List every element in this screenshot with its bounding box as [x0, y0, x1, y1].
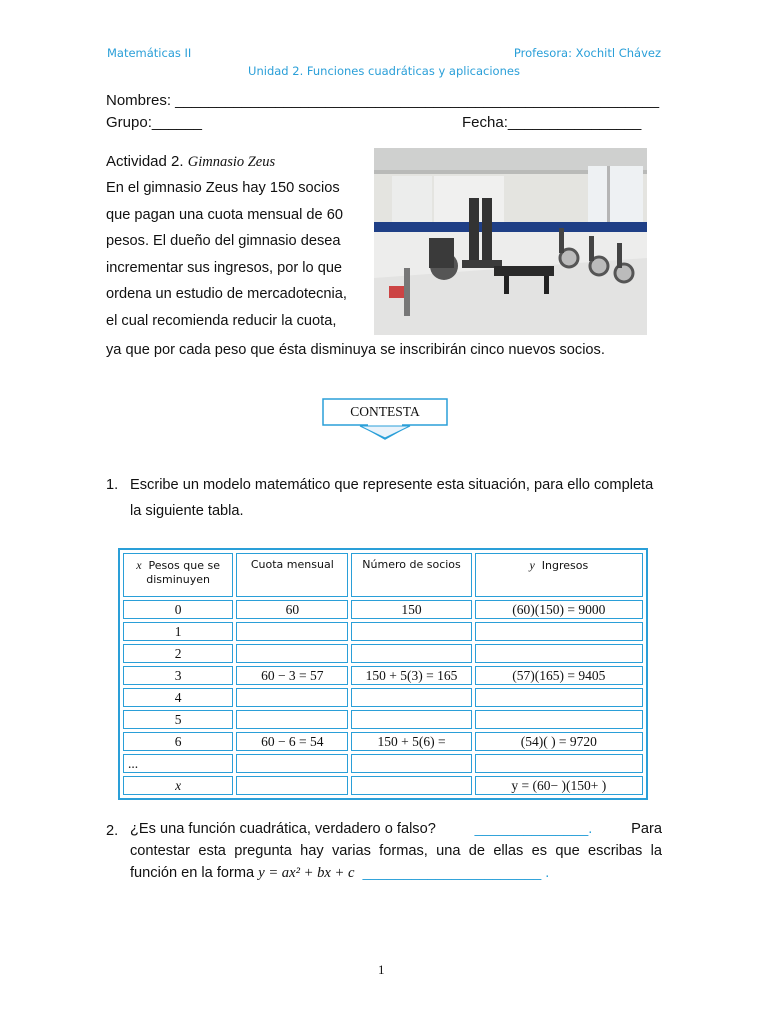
table-cell: 60 − 3 = 57	[236, 666, 348, 685]
table-cell: 2	[123, 644, 233, 663]
header-subject: Matemáticas II	[107, 46, 192, 60]
paragraph-line: el cual recomienda reducir la cuota,	[106, 312, 337, 329]
page-number: 1	[378, 962, 385, 977]
table-cell[interactable]	[236, 688, 348, 707]
table-cell: 1	[123, 622, 233, 641]
table-cell: 60 − 6 = 54	[236, 732, 348, 751]
table-cell: 150 + 5(6) =	[351, 732, 471, 751]
table-cell: 5	[123, 710, 233, 729]
table-cell: 60	[236, 600, 348, 619]
header-unit: Unidad 2. Funciones cuadráticas y aplicaciones	[248, 64, 520, 78]
table-cell[interactable]	[351, 710, 471, 729]
table-cell: 150	[351, 600, 471, 619]
question-1-line: Escribe un modelo matemático que represente esta situación, para ello completa	[130, 477, 654, 493]
table-row	[123, 622, 643, 641]
paragraph-line: ordena un estudio de mercadotecnia,	[106, 286, 347, 303]
table-cell[interactable]	[236, 754, 348, 773]
grupo-field[interactable]: Grupo:______	[106, 114, 202, 131]
question-2-line-2: contestar esta pregunta hay varias formas, una de ellas es que escribas la	[130, 843, 662, 859]
activity-label: Actividad 2.	[106, 153, 184, 170]
table-cell[interactable]	[475, 754, 643, 773]
nombres-field[interactable]: Nombres: __________________________________________________________	[106, 92, 660, 109]
gym-photo	[374, 148, 647, 335]
table-cell[interactable]	[475, 710, 643, 729]
question-2-line-3-text: función en la forma	[130, 865, 259, 881]
activity-paragraph	[106, 175, 368, 335]
paragraph-line-last: ya que por cada peso que ésta disminuya se inscribirán cinco nuevos socios.	[106, 342, 605, 358]
table-cell[interactable]	[475, 644, 643, 663]
question-2-prompt: ¿Es una función cuadrática, verdadero o falso?	[130, 821, 436, 837]
table-row	[123, 688, 643, 707]
var-x: x	[136, 558, 142, 572]
question-2-line-1	[130, 818, 662, 840]
table-row	[123, 644, 643, 663]
activity-title	[106, 153, 275, 171]
table-row	[123, 754, 643, 773]
header-cell-ingresos: y Ingresos	[475, 553, 643, 597]
header-x-label: Pesos que se disminuyen	[146, 559, 220, 586]
answer-blank-1[interactable]: ______________.	[474, 821, 593, 837]
data-table	[118, 548, 648, 800]
table-cell: 0	[123, 600, 233, 619]
question-2-line-3	[130, 862, 662, 884]
question-2-text	[130, 818, 662, 884]
activity-name: Gimnasio Zeus	[187, 154, 276, 170]
header-teacher: Profesora: Xochitl Chávez	[513, 46, 661, 60]
paragraph-line: incrementar sus ingresos, por lo que	[106, 259, 343, 276]
question-1-number: 1.	[106, 477, 119, 493]
table-cell: y = (60− )(150+ )	[475, 776, 643, 795]
table-cell: (54)( ) = 9720	[475, 732, 643, 751]
table-row	[123, 732, 643, 751]
table-cell[interactable]	[236, 776, 348, 795]
header-cell-cuota: Cuota mensual	[236, 553, 348, 597]
paragraph-line: que pagan una cuota mensual de 60	[106, 206, 343, 223]
table-cell[interactable]	[351, 644, 471, 663]
table-row	[123, 776, 643, 795]
quadratic-formula: y = ax² + bx + c	[258, 865, 355, 881]
table-cell[interactable]	[351, 688, 471, 707]
table-header-row	[123, 553, 643, 597]
question-1-line: la siguiente tabla.	[130, 503, 244, 519]
paragraph-line: En el gimnasio Zeus hay 150 socios	[106, 180, 340, 196]
contesta-label: CONTESTA	[350, 404, 420, 419]
answer-blank-2[interactable]: ______________________ .	[362, 865, 550, 881]
fecha-field[interactable]: Fecha:________________	[462, 114, 642, 131]
question-2-para: Para	[631, 821, 662, 837]
table-cell: (57)(165) = 9405	[475, 666, 643, 685]
table-cell: 6	[123, 732, 233, 751]
paragraph-line: pesos. El dueño del gimnasio desea	[106, 233, 341, 250]
table-cell: x	[123, 776, 233, 795]
header-cell-x	[123, 553, 233, 597]
contesta-callout	[322, 398, 448, 440]
table-cell[interactable]	[236, 644, 348, 663]
table-cell: 3	[123, 666, 233, 685]
question-2-number: 2.	[106, 823, 119, 839]
table-cell[interactable]	[351, 776, 471, 795]
table-cell[interactable]	[236, 622, 348, 641]
table-row	[123, 666, 643, 685]
header-cell-socios: Número de socios	[351, 553, 471, 597]
question-1-text	[130, 472, 670, 524]
table-cell[interactable]	[236, 710, 348, 729]
table-cell: 150 + 5(3) = 165	[351, 666, 471, 685]
table-row	[123, 710, 643, 729]
table-cell[interactable]	[351, 754, 471, 773]
table-cell: 4	[123, 688, 233, 707]
table-row	[123, 600, 643, 619]
table-cell[interactable]	[351, 622, 471, 641]
table-cell[interactable]	[475, 622, 643, 641]
table-cell[interactable]	[475, 688, 643, 707]
table-cell: (60)(150) = 9000	[475, 600, 643, 619]
table-cell: ...	[123, 754, 233, 773]
